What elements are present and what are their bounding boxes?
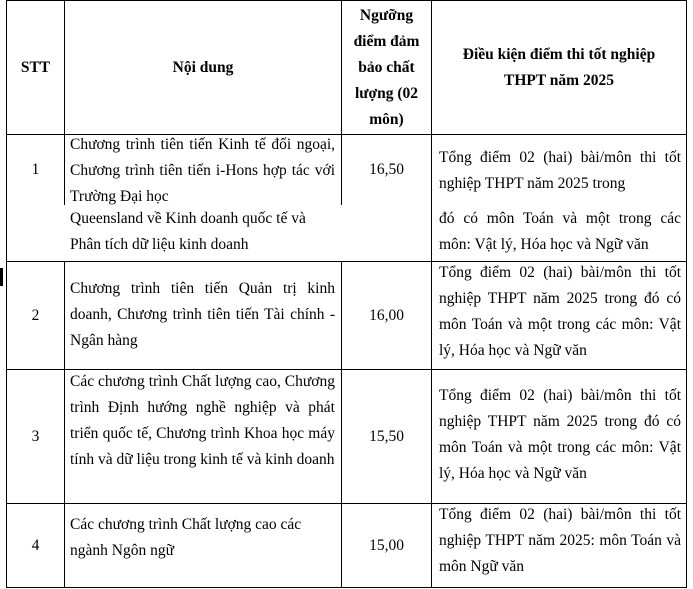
row-4-condition: Tổng điểm 02 (hai) bài/môn thi tốt nghiệp THPT năm 2025: môn Toán và môn Ngữ văn (439, 506, 681, 575)
grid-line (6, 587, 687, 588)
row-2-threshold: 16,00 (369, 306, 404, 324)
row-4-stt: 4 (31, 536, 40, 554)
header-content: Nội dung (172, 58, 234, 76)
row-1-condition-part-1: Tổng điểm 02 (hai) bài/môn thi tốt nghiệp THPT năm 2025 trong (439, 149, 681, 192)
row-3-stt: 3 (31, 427, 40, 445)
row-2-condition: Tổng điểm 02 (hai) bài/môn thi tốt nghiệp THPT năm 2025 trong đó có môn Toán và một trong các môn: Vật lý, Hóa học và Ngữ văn (439, 264, 681, 359)
admission-table (6, 0, 687, 588)
row-1-condition-part-2: đó có môn Toán và một trong các môn: Vật lý, Hóa học và Ngữ văn (439, 210, 681, 253)
page-break-marker (0, 268, 3, 286)
header-stt: STT (20, 58, 51, 76)
row-3-condition: Tổng điểm 02 (hai) bài/môn thi tốt nghiệp THPT năm 2025 trong đó có môn Toán và một trong các môn: Vật lý, Hóa học và Ngữ văn (439, 387, 681, 482)
row-1-content-part-1: Chương trình tiên tiến Kinh tế đối ngoại, Chương trình tiên tiến i-Hons hợp tác với Trường Đại học (70, 136, 335, 205)
row-3-threshold: 15,50 (369, 427, 404, 445)
row-2-stt: 2 (31, 306, 40, 324)
row-4-content: Các chương trình Chất lượng cao các ngành Ngôn ngữ (70, 516, 302, 559)
row-1-threshold: 16,50 (369, 161, 404, 178)
row-1-stt: 1 (31, 161, 40, 178)
grid-line (64, 261, 65, 588)
header-condition: Điều kiện điểm thi tốt nghiệp THPT năm 2025 (462, 45, 656, 89)
grid-line (686, 0, 687, 588)
row-1-content-part-2: Queensland về Kinh doanh quốc tế và Phân tích dữ liệu kinh doanh (70, 210, 306, 253)
header-threshold: Ngưỡng điểm đảm bảo chất lượng (02 môn) (353, 6, 420, 128)
row-4-threshold: 15,00 (369, 536, 404, 554)
row-2-content: Chương trình tiên tiến Quản trị kinh doanh, Chương trình tiên tiến Tài chính - Ngân hàng (70, 280, 335, 349)
row-3-content: Các chương trình Chất lượng cao, Chương trình Định hướng nghề nghiệp và phát triển quốc tế, Chương trình Khoa học máy tính và dữ liệu trong kinh tế và kinh doanh (70, 373, 335, 468)
